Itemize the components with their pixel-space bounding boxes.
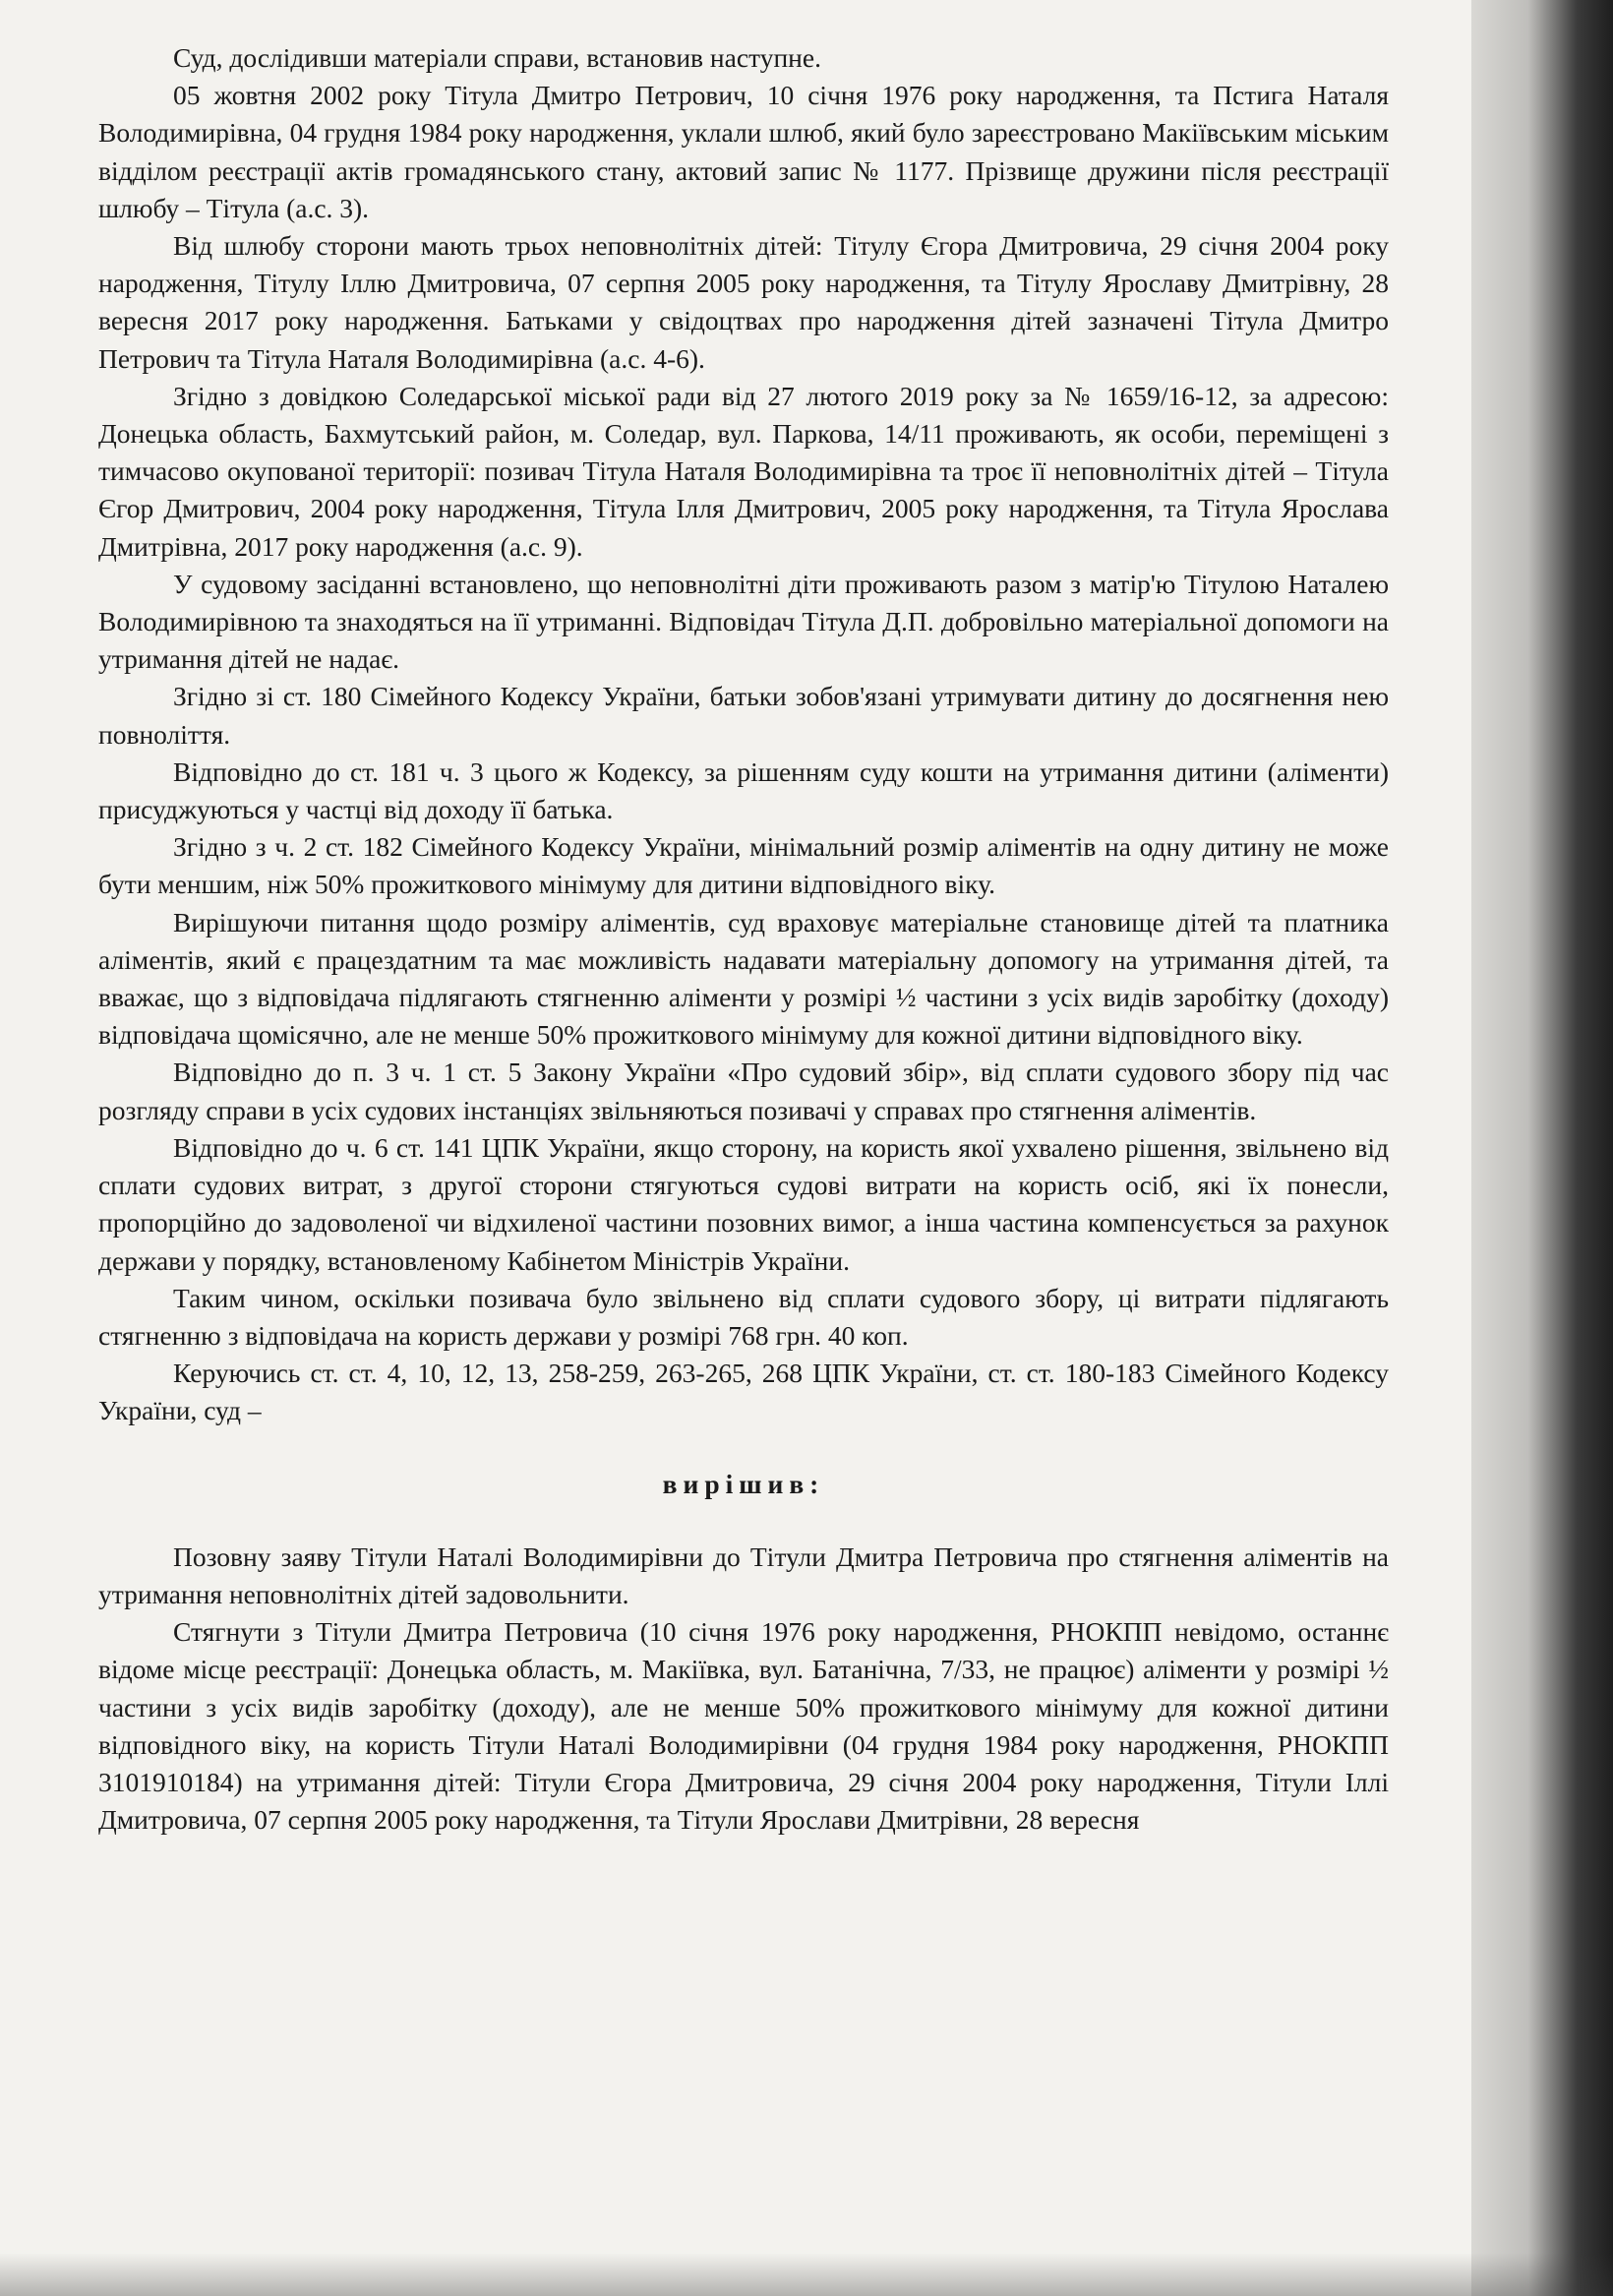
paragraph: 05 жовтня 2002 року Тітула Дмитро Петрович, 10 січня 1976 року народження, та Пстига Наталя Володимирівна, 04 грудня 1984 року народження, уклали шлюб, який було зареєстровано Макіївським міським відділом реєстрації актів громадянського стану, актовий запис № 1177. Прізвище дружини після реєстрації шлюбу – Тітула (а.с. 3). [98, 80, 1389, 223]
paragraph: Відповідно до п. 3 ч. 1 ст. 5 Закону України «Про судовий збір», від сплати судового збору під час розгляду справи в усіх судових інстанціях звільняються позивачі у справах про стягнення аліментів. [98, 1057, 1389, 1125]
paragraph: Відповідно до ч. 6 ст. 141 ЦПК України, якщо сторону, на користь якої ухвалено рішення, звільнено від сплати судових витрат, з другої сторони стягуються судові витрати на користь осіб, які їх понесли, пропорційно до задоволеної чи відхиленої частини позовних вимог, а інша частина компенсується за рахунок держави у порядку, встановленому Кабінетом Міністрів України. [98, 1131, 1389, 1276]
paragraph: Суд, дослідивши матеріали справи, встановив наступне. [173, 42, 821, 73]
paragraph: Згідно зі ст. 180 Сімейного Кодексу України, батьки зобов'язані утримувати дитину до досягнення нею повноліття. [98, 681, 1389, 750]
paragraph: Вирішуючи питання щодо розміру аліментів, суд враховує матеріальне становище дітей та платника аліментів, який є працездатним та має можливість надавати матеріальну допомогу на утримання дітей, та вважає, що з відповідача підлягають стягненню аліменти у розмірі ½ частини з усіх видів заробітку (доходу) відповідача щомісячно, але не менше 50% прожиткового мінімуму для кожної дитини відповідного віку. [98, 906, 1389, 1051]
scanner-edge [1471, 0, 1613, 2296]
paragraph: У судовому засіданні встановлено, що неповнолітні діти проживають разом з матір'ю Тітулою Наталею Володимирівною та знаходяться на її утриманні. Відповідач Тітула Д.П. добровільно матеріальної допомоги на утримання дітей не надає. [98, 568, 1389, 675]
document-body [98, 39, 1389, 1839]
paragraph: Таким чином, оскільки позивача було звільнено від сплати судового збору, ці витрати підлягають стягненню з відповідача на користь держави у розмірі 768 грн. 40 коп. [98, 1282, 1389, 1351]
paragraph: Відповідно до ст. 181 ч. 3 цього ж Кодексу, за рішенням суду кошти на утримання дитини (аліменти) присуджуються у частці від доходу її батька. [98, 755, 1389, 825]
paragraph: Керуючись ст. ст. 4, 10, 12, 13, 258-259, 263-265, 268 ЦПК України, ст. ст. 180-183 Сімейного Кодексу України, суд – [98, 1358, 1389, 1426]
paragraph: Від шлюбу сторони мають трьох неповнолітніх дітей: Тітулу Єгора Дмитровича, 29 січня 2004 року народження, Тітулу Іллю Дмитровича, 07 серпня 2005 року народження, та Тітулу Ярославу Дмитрівну, 28 вересня 2017 року народження. Батьками у свідоцтвах про народження дітей зазначені Тітула Дмитро Петрович та Тітула Наталя Володимирівна (а.с. 4-6). [98, 230, 1389, 374]
paragraph: Згідно з ч. 2 ст. 182 Сімейного Кодексу України, мінімальний розмір аліментів на одну дитину не може бути меншим, ніж 50% прожиткового мінімуму для дитини відповідного віку. [98, 831, 1389, 900]
scanner-shadow [0, 2253, 1613, 2296]
decision-heading: вирішив: [662, 1468, 825, 1499]
paragraph: Позовну заяву Тітули Наталі Володимирівни до Тітули Дмитра Петровича про стягнення аліментів на утримання неповнолітніх дітей задовольнити. [98, 1541, 1389, 1609]
paragraph: Стягнути з Тітули Дмитра Петровича (10 січня 1976 року народження, РНОКПП невідомо, останнє відоме місце реєстрації: Донецька область, м. Макіївка, вул. Батанічна, 7/33, не працює) аліменти у розмірі ½ частини з усіх видів заробітку (доходу), але не менше 50% прожиткового мінімуму для кожної дитини відповідного віку, на користь Тітули Наталі Володимирівни (04 грудня 1984 року народження, РНОКПП 3101910184) на утримання дітей: Тітули Єгора Дмитровича, 29 січня 2004 року народження, Тітули Іллі Дмитровича, 07 серпня 2005 року народження, та Тітули Ярослави Дмитрівни, 28 вересня [98, 1616, 1389, 1836]
paragraph: Згідно з довідкою Соледарської міської ради від 27 лютого 2019 року за № 1659/16-12, за адресою: Донецька область, Бахмутський район, м. Соледар, вул. Паркова, 14/11 проживають, як особи, переміщені з тимчасово окупованої території: позивач Тітула Наталя Володимирівна та троє її неповнолітніх дітей – Тітула Єгор Дмитрович, 2004 року народження, Тітула Ілля Дмитрович, 2005 року народження, та Тітула Ярослава Дмитрівна, 2017 року народження (а.с. 9). [98, 380, 1389, 562]
